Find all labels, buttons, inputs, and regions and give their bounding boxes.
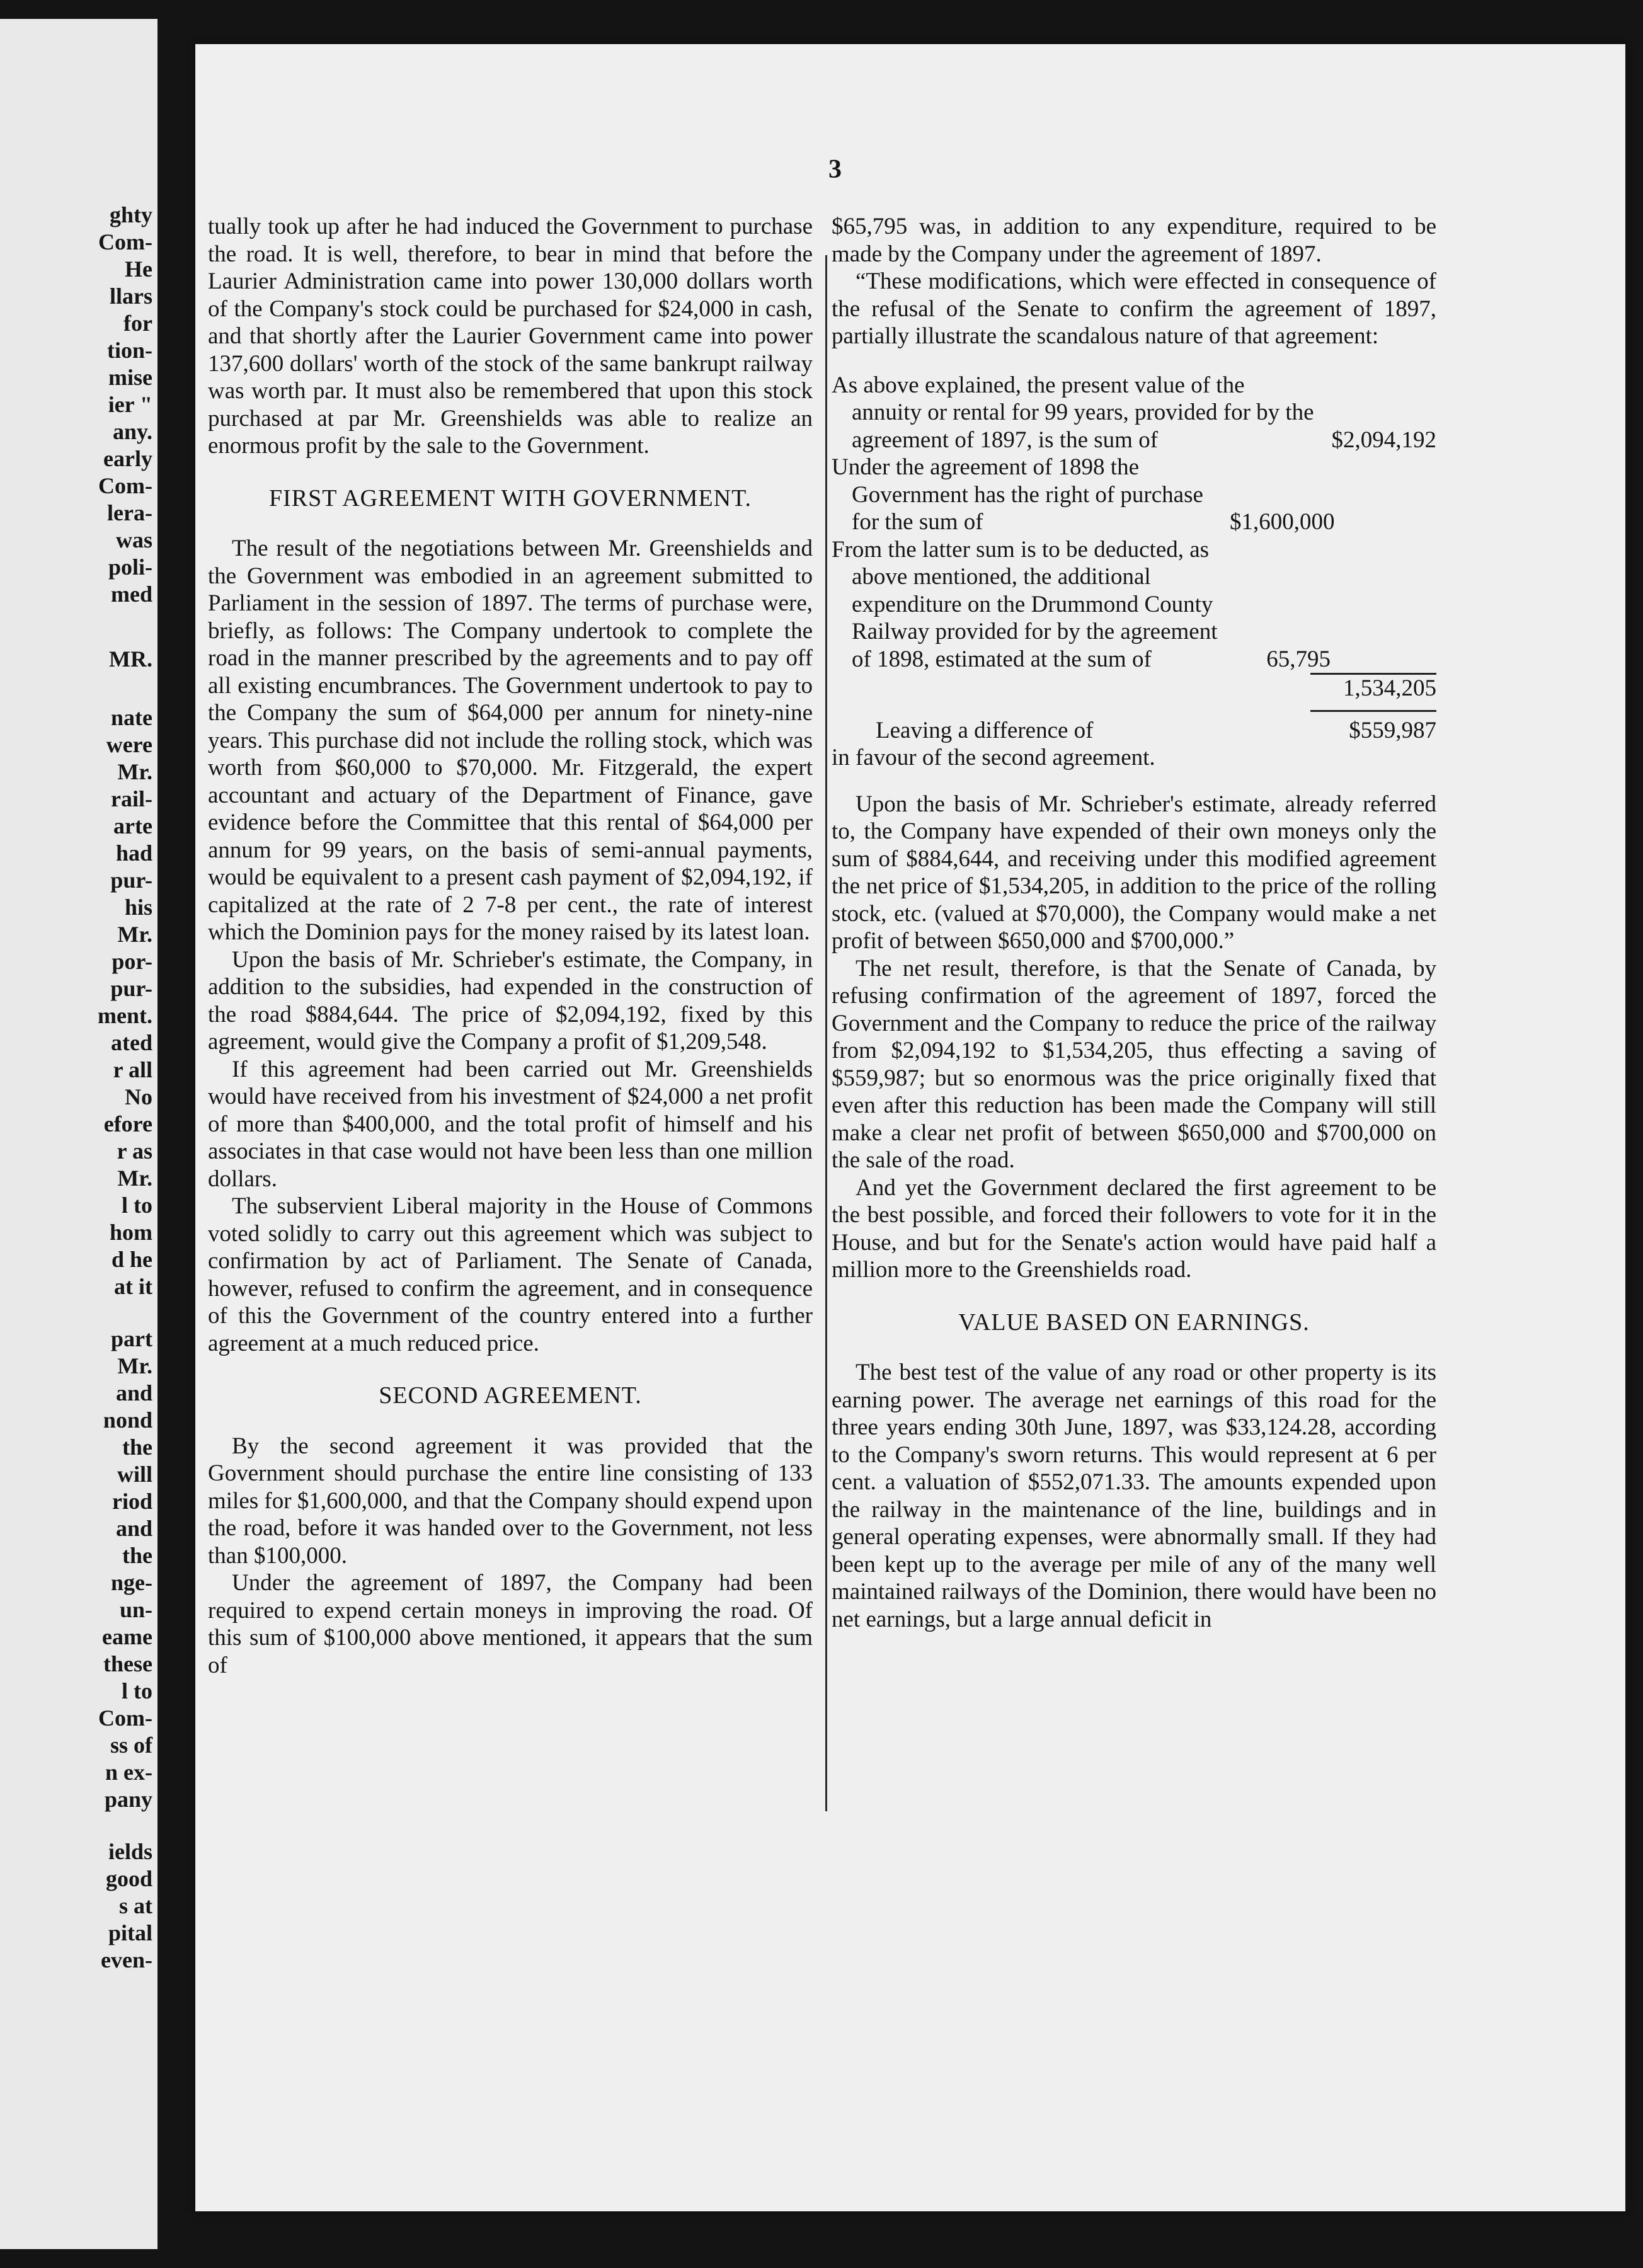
facing-page-fragment: eame	[102, 1624, 152, 1649]
facing-page-fragment: n ex-	[105, 1760, 152, 1785]
ledger-line2-amount: $1,600,000	[1230, 509, 1335, 535]
heading-first-agreement: FIRST AGREEMENT WITH GOVERNMENT.	[269, 484, 752, 512]
facing-page-fragment: tion-	[107, 338, 152, 363]
ledger-row-difference	[832, 717, 1436, 745]
facing-page-fragment: were	[106, 732, 152, 757]
facing-page-fragment: nond	[103, 1407, 152, 1433]
left-paragraph-5: By the second agreement it was provided that the Government should purchase the entire line consisting of 133 miles for $1,600,000, and that the Company should expend upon the road, before it was handed over to the Government, not less than $100,000.	[208, 1433, 813, 1569]
facing-page-fragment: un-	[119, 1597, 152, 1622]
facing-page-fragment: Mr.	[117, 922, 152, 947]
facing-page-fragment: rail-	[111, 786, 152, 811]
facing-page-fragment: ment.	[98, 1003, 152, 1028]
facing-page-fragment: llars	[110, 284, 152, 309]
ledger-row-deduction	[832, 536, 1436, 673]
facing-page-fragment: r as	[117, 1138, 152, 1164]
facing-page-fragment: efore	[103, 1111, 152, 1137]
facing-page-fragment: at it	[114, 1274, 152, 1299]
facing-page-fragment: No	[125, 1084, 152, 1109]
facing-page-fragment: r all	[113, 1057, 152, 1082]
facing-page-fragment: l to	[122, 1678, 152, 1704]
left-paragraph-2: Upon the basis of Mr. Schrieber's estimate, the Company, in addition to the subsidies, had expended in the construction of the road $884,644. The price of $2,094,192, fixed by this agreement, would give the Company a profit of $1,209,548.	[208, 946, 813, 1055]
ledger-row-purchase	[832, 454, 1436, 536]
ledger-line1-amount: $2,094,192	[1331, 427, 1436, 453]
right-paragraph-1: Upon the basis of Mr. Schrieber's estimate, already referred to, the Company have expended of their own moneys only the sum of $884,644, and receiving under this modified agreement the net price of $1,534,205, in addition to the price of the rolling stock, etc. (valued at $70,000), the Company would make a net profit of between $650,000 and $700,000.”	[832, 791, 1436, 954]
ledger-row-result	[832, 673, 1436, 702]
ledger-line2-text: Under the agreement of 1898 the Government has the right of purchase for the sum of	[832, 454, 1203, 535]
facing-page-fragment: d he	[111, 1247, 152, 1272]
left-paragraph-4: The subservient Liberal majority in the House of Commons voted solidly to carry out this agreement which was subject to confirmation by act of Parliament. The Senate of Canada, however, refused to confirm the agreement, and in consequence of this the Government of the country entered into a further agreement at a much reduced price.	[208, 1193, 813, 1356]
facing-page-fragment: nge-	[111, 1570, 152, 1595]
ledger-difference-label: Leaving a difference of	[876, 717, 1094, 743]
right-paragraph-2: The net result, therefore, is that the Senate of Canada, by refusing confirmation of the agreement of 1897, forced the Government and the Company to reduce the price of the railway from $2,094,192 to $1,534,205, thus effecting a saving of $559,987; but so enormous was the price originally fixed that even after this reduction has been made the Company will still make a clear net profit of between $650,000 and $700,000 on the sale of the road.	[832, 955, 1436, 1173]
heading-value-based-on-earnings: VALUE BASED ON EARNINGS.	[958, 1309, 1310, 1336]
ledger-line3-text: From the latter sum is to be deducted, as above mentioned, the additional expenditure on the Drummond County Railway provided for by the agreement of 1898, estimated at the sum of	[832, 536, 1218, 672]
ledger-rule	[1310, 710, 1436, 712]
facing-page-fragment: Com-	[98, 473, 152, 498]
facing-page-fragment: and	[115, 1516, 152, 1541]
facing-page-fragment: ields	[108, 1839, 152, 1864]
facing-page-fragment: and	[115, 1380, 152, 1406]
facing-page-fragment: mise	[108, 365, 152, 390]
facing-page-fragment: por-	[112, 949, 152, 974]
facing-page-fragment: s at	[119, 1893, 152, 1918]
facing-page-fragment: any.	[112, 419, 152, 444]
left-paragraph-1: The result of the negotiations between Mr. Greenshields and the Government was embodied in an agreement submitted to Parliament in the session of 1897. The terms of purchase were, briefly, as follows: The Company undertook to complete the road in the manner prescribed by the agreements and to pay off all existing encumbrances. The Government undertook to pay to the Company the sum of $64,000 per annum for ninety-nine years. This purchase did not include the rolling stock, which was worth from $60,000 to $70,000. Mr. Fitzgerald, the expert accountant and actuary of the Department of Finance, gave evidence before the Committee that this rental of $64,000 per annum for 99 years, on the basis of semi-annual payments, would be equivalent to a present cash payment of $2,094,192, if capitalized at the rate of 2 7-8 per cent., the rate of interest which the Dominion pays for the money raised by its latest loan.	[208, 536, 813, 945]
facing-page-fragment: the	[122, 1543, 152, 1568]
facing-page-fragment: Com-	[98, 1705, 152, 1731]
facing-page-fragment: Com-	[98, 229, 152, 255]
ledger-row-annuity	[832, 372, 1436, 454]
facing-page-fragment: He	[125, 256, 152, 282]
facing-page-fragment: poli-	[108, 554, 152, 580]
facing-page-fragment: hom	[109, 1220, 152, 1245]
left-paragraph-3: If this agreement had been carried out Mr. Greenshields would have received from his investment of $24,000 a net profit of more than $400,000, and the total profit of himself and his associates in that case would not have been less than one million dollars.	[208, 1056, 813, 1192]
facing-page-fragment: Mr.	[117, 1353, 152, 1378]
ledger-line1-text: As above explained, the present value of the annuity or rental for 99 years, provided for by the agreement of 1897, is the sum of	[832, 372, 1314, 453]
facing-page-fragment: pany	[104, 1787, 152, 1812]
right-paragraph-3: And yet the Government declared the first agreement to be the best possible, and forced their followers to vote for it in the House, and but for the Senate's action would have paid half a million more to the Greenshields road.	[832, 1174, 1436, 1283]
ledger-difference-amount: $559,987	[1349, 717, 1436, 743]
facing-page-fragment: arte	[113, 813, 152, 839]
facing-page-fragment: ated	[111, 1030, 152, 1055]
facing-page-fragment: ghty	[109, 202, 152, 227]
facing-page-fragment: ier "	[108, 392, 152, 417]
facing-page-fragment: ss of	[110, 1732, 152, 1758]
facing-page-fragment: good	[105, 1866, 152, 1891]
facing-page-fragment: pur-	[110, 976, 152, 1001]
facing-page-fragment: had	[115, 840, 152, 866]
right-paragraph-4: The best test of the value of any road or other property is its earning power. The average net earnings of this road for the three years ending 30th June, 1897, was $33,124.28, according to the Company's sworn returns. This would represent at 6 per cent. a valuation of $552,071.33. The amounts expended upon the railway in the maintenance of the line, buildings and in general operating expenses, were abnormally small. If they had been kept up to the average per mile of any of the many well maintained railways of the Dominion, there would have been no net earnings, but a large annual deficit in	[832, 1360, 1436, 1632]
facing-page-fragment: early	[103, 446, 152, 471]
left-column	[208, 213, 813, 1679]
ledger-line3-amount: 65,795	[1266, 646, 1331, 672]
facing-page-fragment: nate	[111, 705, 152, 730]
facing-page-fragment: his	[124, 895, 152, 920]
document-page	[195, 44, 1625, 2211]
facing-page-fragment: was	[115, 527, 152, 553]
facing-page-fragment: even-	[101, 1947, 152, 1973]
facing-page-fragment: Mr.	[117, 759, 152, 784]
column-divider	[825, 255, 827, 1811]
facing-page-edge	[0, 19, 157, 2249]
facing-page-fragment: the	[122, 1435, 152, 1460]
facing-page-fragment: lera-	[107, 500, 152, 525]
facing-page-fragment: part	[111, 1326, 152, 1351]
facing-page-fragment: MR.	[109, 646, 152, 672]
facing-page-fragment: these	[103, 1651, 152, 1676]
facing-page-fragment: Mr.	[117, 1166, 152, 1191]
facing-page-fragment: for	[123, 311, 152, 336]
facing-page-fragment: pital	[108, 1920, 152, 1945]
page-number: 3	[828, 155, 842, 184]
left-intro-paragraph: tually took up after he had induced the Government to purchase the road. It is well, therefore, to bear in mind that before the Laurier Administration came into power 130,000 dollars worth of the Company's stock could be purchased for $24,000 in cash, and that shortly after the Laurier Government came into power 137,600 dollars' worth of the stock of the same bankrupt railway was worth par. It must also be remembered that upon this stock purchased at par Mr. Greenshields was able to realize an enormous profit by the sale to the Government.	[208, 214, 813, 459]
facing-page-fragment: med	[111, 581, 152, 607]
left-paragraph-6: Under the agreement of 1897, the Company had been required to expend certain moneys in improving the road. Of this sum of $100,000 above mentioned, it appears that the sum of	[208, 1570, 813, 1678]
facing-page-fragment: pur-	[110, 868, 152, 893]
right-column	[832, 213, 1436, 1633]
facing-page-fragment: riod	[112, 1489, 152, 1514]
price-comparison-ledger	[832, 372, 1436, 772]
heading-second-agreement: SECOND AGREEMENT.	[379, 1382, 642, 1409]
ledger-difference-suffix: in favour of the second agreement.	[832, 745, 1155, 770]
right-intro-paragraph: $65,795 was, in addition to any expenditure, required to be made by the Company under the agreement of 1897.	[832, 214, 1436, 267]
facing-page-fragment: will	[117, 1462, 152, 1487]
ledger-line3-result: 1,534,205	[1310, 673, 1436, 702]
quote-intro-paragraph: “These modifications, which were effected in consequence of the refusal of the Senate to confirm the agreement of 1897, partially illustrate the scandalous nature of that agreement:	[832, 268, 1436, 349]
facing-page-fragment: l to	[122, 1193, 152, 1218]
